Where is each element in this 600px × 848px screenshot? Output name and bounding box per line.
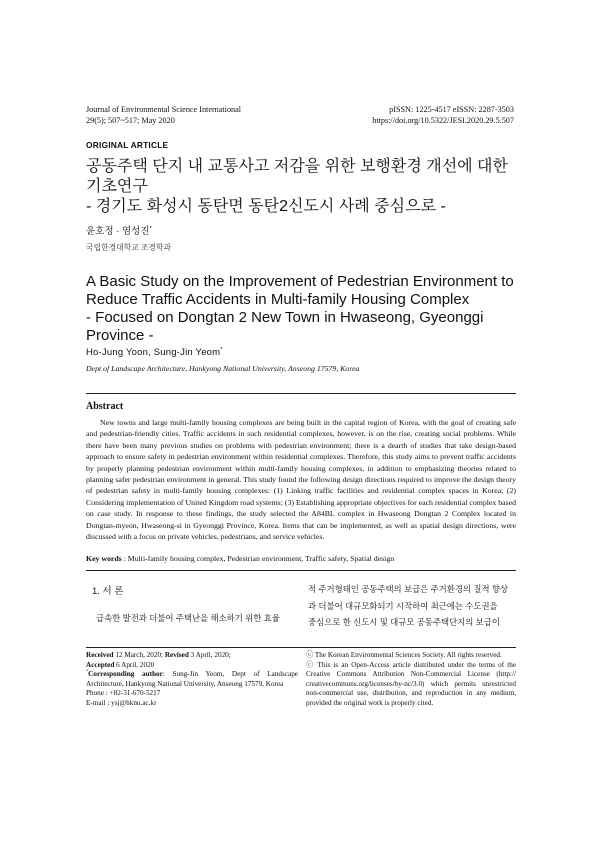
footnote-right xyxy=(306,651,516,709)
phone: Phone : +82-31-670-5217 xyxy=(86,689,161,698)
english-authors-line xyxy=(86,347,223,358)
received-revised-line xyxy=(86,651,298,661)
korean-authors-line xyxy=(86,223,152,237)
accepted-date: 6 April, 2020 xyxy=(114,660,155,669)
journal-name: Journal of Environmental Science International xyxy=(86,105,242,114)
left-body-paragraph: 급속한 발전과 더불어 주택난을 해소하기 위한 효율 xyxy=(96,613,280,623)
corresponding-mark-en: * xyxy=(220,346,223,353)
doi-link[interactable]: https://doi.org/10.5322/JESI.2020.29.5.507 xyxy=(372,116,514,125)
revised-date: 3 April, 2020; xyxy=(188,651,231,659)
keywords-line xyxy=(86,554,394,563)
accepted-label: Accepted xyxy=(86,660,115,669)
corresponding-label: Corresponding author xyxy=(88,670,163,679)
korean-authors: 윤호정 · 염성진 xyxy=(86,226,150,237)
corresponding-mark: * xyxy=(149,225,152,232)
divider-footnote xyxy=(86,647,516,648)
korean-title-line1: 공동주택 단지 내 교통사고 저감을 위한 보행환경 개선에 대한 xyxy=(86,158,508,175)
accepted-line xyxy=(86,661,298,671)
corresponding-line: *Corresponding author: Sung-Jin Yeom, Dept of Landscape Architecture, Hankyong National University, Anseong 17579, Korea xyxy=(86,668,298,688)
revised-label: Revised xyxy=(164,651,189,659)
english-authors: Ho-Jung Yoon, Sung-Jin Yeom xyxy=(86,347,221,358)
issn: pISSN: 1225-4517 eISSN: 2287-3503 xyxy=(389,105,514,114)
korean-affiliation: 국립한경대학교 조경학과 xyxy=(86,243,172,252)
footnote-left xyxy=(86,651,298,709)
abstract-heading: Abstract xyxy=(86,401,124,412)
article-type: ORIGINAL ARTICLE xyxy=(86,140,169,150)
right-body-line1: 적 주거형태인 공동주택의 보급은 주거환경의 질적 향상 xyxy=(308,584,509,594)
copyright-notice: ⓒ The Korean Environmental Sciences Society. All rights reserved. xyxy=(306,651,502,659)
received-date: 12 March, 2020; xyxy=(113,651,165,659)
korean-title xyxy=(86,157,526,217)
section-title: 1. 서 론 xyxy=(92,586,124,597)
right-body-column xyxy=(308,581,516,631)
korean-title-line2: 기초연구 xyxy=(86,178,148,195)
english-title xyxy=(86,273,526,345)
right-body-line2: 과 더불어 대규모화되기 시작하여 최근에는 수도권을 xyxy=(308,600,498,611)
journal-header-left xyxy=(86,104,241,126)
right-body-line3: 중심으로 한 신도시 및 대규모 공동주택단지의 보급이 xyxy=(308,617,500,627)
divider-mid xyxy=(86,570,516,571)
license-notice: ⓒ This is an Open-Access article distributed under the terms of the Creative Commons Attribution Non-Commercial License (http:// creativecommons.org/licenses/by-nc/3.0) which permits unrestricted non-commercial use, distribution, and reproduction in any medium, provided the original work is properly cited. xyxy=(306,660,516,707)
english-title-line1: A Basic Study on the Improvement of Pedestrian Environment to xyxy=(86,273,514,290)
journal-header-right xyxy=(372,104,514,126)
keywords-label: Key words xyxy=(86,554,122,563)
received-label: Received xyxy=(86,651,114,659)
english-affiliation: Dept of Landscape Architecture, Hankyong National University, Anseong 17579, Korea xyxy=(86,364,360,373)
abstract-text: New towns and large multi-family housing complexes are being built in the capital region of Korea, with the goal of creating safe and pedestrian-friendly cities. Traffic accidents in such residential complexes, however, is on the rise, creating social problems. While there have been many previous studies on problems with pedestrian environment; there is a dearth of studies that take design-based approach to ensure safety in pedestrian environment within residential complexes. Therefore, this study aims to prevent traffic accidents by properly planning pedestrian environment within multi-family housing complexes, in addition to emphasizing theories related to planning safer pedestrian environment in general. This study found the following design directions required to improve the design theory of pedestrian safety in multi-family housing complexes: (1) Linking traffic facilities and residential complex spaces in Korea; (2) Considering implementation of United Kingdom road systems; (3) Establishing appropriate objectives for each residential complex based on case study. In response to these findings, the study selected the A84BL complex in Hwaseong Dongtan 2 Complex located in Dongtan-myeon, Hwaseong-si in Gyeonggi Province, Korea. Items that can be implemented, as well as spatial design directions, were discussed with a focus on private vehicles, pedestrians, and service vehicles. xyxy=(86,418,516,542)
english-title-line3: - Focused on Dongtan 2 New Town in Hwaseong, Gyeonggi xyxy=(86,309,484,326)
corresponding-text: : Sung-Jin Yeom, Dept of Landscape Architecture, Hankyong National University, Anseong 17579, Korea xyxy=(86,670,298,688)
email[interactable]: E-mail : ysj@hknu.ac.kr xyxy=(86,698,157,707)
english-title-line4: Province - xyxy=(86,327,154,344)
volume-info: 29(5); 507~517; May 2020 xyxy=(86,116,175,125)
divider-top xyxy=(86,393,516,394)
english-title-line2: Reduce Traffic Accidents in Multi-family Housing Complex xyxy=(86,291,470,308)
keywords: : Multi-family housing complex, Pedestrian environment, Traffic safety, Spatial design xyxy=(121,554,395,563)
korean-subtitle: - 경기도 화성시 동탄면 동탄2신도시 사례 중심으로 - xyxy=(86,198,446,215)
